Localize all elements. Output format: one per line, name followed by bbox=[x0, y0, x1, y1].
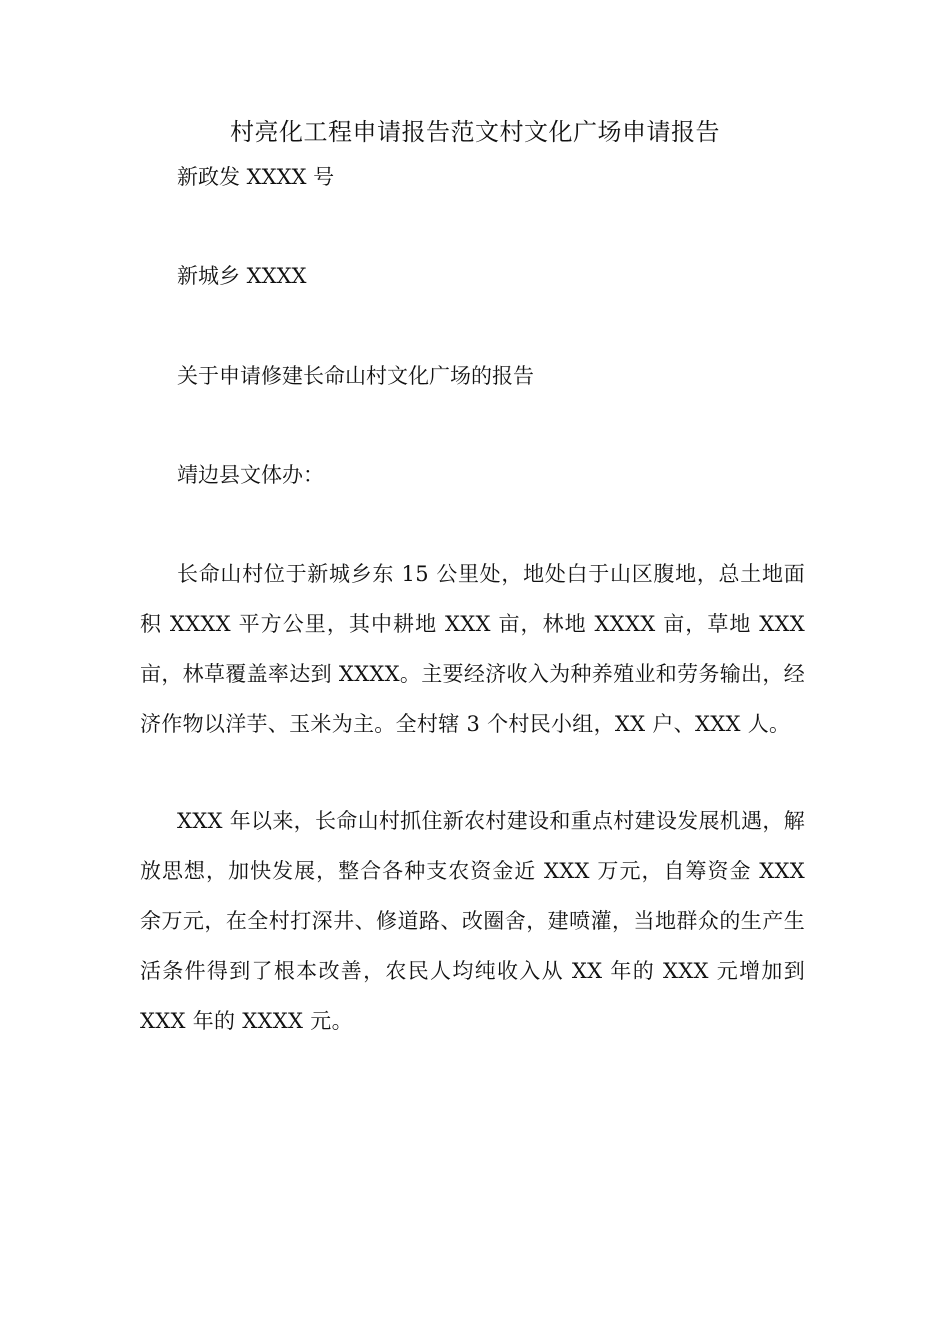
body-paragraph-1: 长命山村位于新城乡东 15 公里处，地处白于山区腹地，总土地面积 XXXX 平方公里，其中耕地 XXX 亩，林地 XXXX 亩，草地 XXX 亩，林草覆盖率达到 XXXX。主要经济收入为种养殖业和劳务输出，经济作物以洋芋、玉米为主。全村辖 3 个村民小组，XX 户、XXX 人。 bbox=[140, 562, 805, 736]
document-title: 村亮化工程申请报告范文村文化广场申请报告 bbox=[230, 118, 720, 146]
document-number: 新政发 XXXX 号 bbox=[177, 165, 335, 189]
issuer-line: 新城乡 XXXX bbox=[177, 264, 307, 288]
body-paragraph-2: XXX 年以来，长命山村抓住新农村建设和重点村建设发展机遇，解放思想，加快发展，整合各种支农资金近 XXX 万元，自筹资金 XXX 余万元，在全村打深井、修道路、改圈舍，建喷灌，当地群众的生产生活条件得到了根本改善，农民人均纯收入从 XX 年的 XXX 元增加到 XXX 年的 XXXX 元。 bbox=[140, 809, 805, 1033]
addressee-line: 靖边县文体办： bbox=[177, 463, 324, 487]
report-subject: 关于申请修建长命山村文化广场的报告 bbox=[177, 364, 534, 388]
